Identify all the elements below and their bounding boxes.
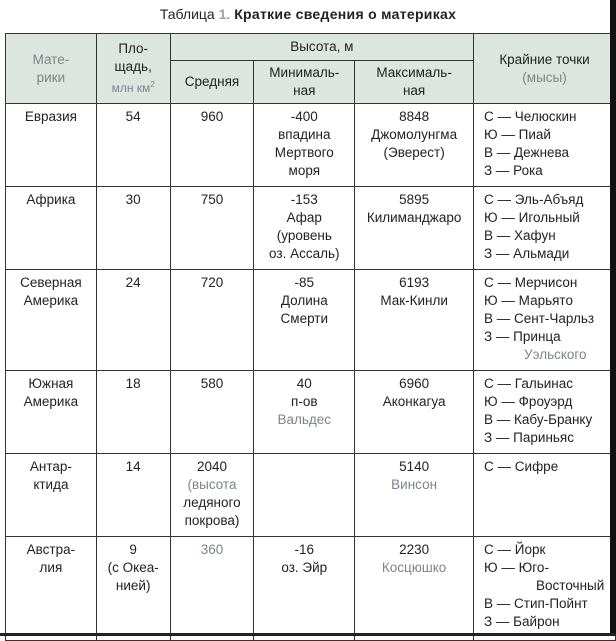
cell-line: 40 (296, 376, 312, 391)
cell-avg (170, 537, 254, 641)
cell-line: Ю — Марьято (484, 293, 573, 308)
cell-line: Ю — Юго- (484, 560, 549, 575)
cell-avg (170, 104, 254, 187)
cell-line: Джомолунгма (371, 127, 458, 142)
cell-line: Килиманджаро (366, 210, 462, 225)
cell-area (96, 454, 170, 537)
cell-line: (Эверест) (383, 145, 445, 160)
cell-line: С — Йорк (484, 542, 546, 557)
cell-line: нией) (115, 578, 151, 593)
cell-max (355, 371, 474, 454)
cell-line: Южная (28, 376, 74, 391)
cell-line: Антар- (29, 459, 72, 474)
cell-line: В — Кабу-Бранку (484, 412, 593, 427)
cell-line: моря (288, 163, 321, 178)
cell-max (355, 187, 474, 270)
cell-line: 5140 (399, 459, 430, 474)
cell-line: Винсон (391, 477, 438, 492)
cell-min (254, 537, 355, 641)
header-area: Пло- щадь, млн $км^2$ (96, 34, 170, 104)
cell-line: (с Океа- (107, 560, 159, 575)
cell-line: покрова) (184, 513, 240, 528)
cell-points (474, 104, 616, 187)
cell-name (6, 270, 97, 371)
cell-line: 2230 (399, 542, 430, 557)
cell-line: 54 (125, 109, 141, 124)
cell-line: Мертвого (274, 145, 334, 160)
cell-line: п-ов (291, 394, 318, 409)
cell-line: 18 (125, 376, 141, 391)
header-points: Крайние точки (мысы) (474, 34, 616, 104)
cell-line: -153 (290, 192, 318, 207)
cell-line: 30 (125, 192, 141, 207)
cell-line: Мак-Кинли (380, 293, 448, 308)
header-max: Максималь- ная (355, 61, 474, 104)
cell-line: -400 (290, 109, 318, 124)
table-row (6, 371, 616, 454)
cell-name (6, 454, 97, 537)
cell-line: оз. Эйр (281, 560, 328, 575)
cell-line: З — Париньяс (484, 430, 574, 445)
table-row (6, 537, 616, 641)
cell-min (254, 454, 355, 537)
caption-prefix: Таблица (159, 6, 215, 22)
cell-line: Ю — Пиай (484, 127, 551, 142)
cell-line: 720 (200, 275, 224, 290)
cell-line: 960 (200, 109, 224, 124)
cell-name (6, 187, 97, 270)
cell-name (6, 537, 97, 641)
cell-max (355, 270, 474, 371)
cell-line: ледяного (183, 495, 241, 510)
cell-line: Австра- (26, 542, 76, 557)
cell-line: лия (39, 560, 63, 575)
cell-avg (170, 371, 254, 454)
cell-line: 6193 (399, 275, 430, 290)
cell-line: Вальдес (277, 412, 332, 427)
cell-line: 9 (129, 542, 137, 557)
table-caption (0, 6, 616, 22)
cell-line: С — Гальинас (484, 376, 574, 391)
cell-line: Евразия (24, 109, 77, 124)
cell-line: впадина (278, 127, 331, 142)
cell-line: 6960 (399, 376, 430, 391)
cell-line: Косцюшко (381, 560, 447, 575)
cell-line: Уэльского (524, 347, 587, 362)
table-row (6, 104, 616, 187)
cell-area (96, 537, 170, 641)
cell-line: -85 (294, 275, 315, 290)
caption-text: Краткие сведения о материках (234, 6, 457, 22)
cell-area (96, 371, 170, 454)
cell-area (96, 104, 170, 187)
cell-line: З — Альмади (484, 246, 570, 261)
cell-line: 580 (200, 376, 224, 391)
cell-line: В — Хафун (484, 228, 556, 243)
header-height: Высота, м (170, 34, 473, 61)
caption-number: 1. (218, 6, 231, 22)
cell-line: З — Принца (484, 329, 561, 344)
cell-line: -16 (294, 542, 315, 557)
cell-line: С — Челюскин (484, 109, 577, 124)
cell-name (6, 371, 97, 454)
cell-line: (высота (187, 477, 237, 492)
cell-line: В — Дежнева (484, 145, 570, 160)
continents-table (5, 33, 616, 641)
cell-line: ктида (33, 477, 69, 492)
header-avg: Средняя (170, 61, 254, 104)
cell-points (474, 454, 616, 537)
table-row (6, 454, 616, 537)
cell-line: Смерти (280, 311, 329, 326)
header-min: Минималь- ная (254, 61, 355, 104)
cell-min (254, 104, 355, 187)
cell-min (254, 270, 355, 371)
cell-line: 8848 (399, 109, 430, 124)
cell-line: Ю — Фроуэрд (484, 394, 573, 409)
cell-area (96, 270, 170, 371)
cell-avg (170, 454, 254, 537)
cell-line: (уровень (276, 228, 332, 243)
cell-max (355, 537, 474, 641)
cell-line: С — Эль-Абъяд (484, 192, 584, 207)
cell-line: 750 (200, 192, 224, 207)
cell-line: З — Рока (484, 163, 543, 178)
cell-line: Восточный (536, 578, 605, 593)
cell-line: В — Сент-Чарльз (484, 311, 595, 326)
cell-line: оз. Ассаль) (269, 246, 340, 261)
cell-points (474, 270, 616, 371)
cell-line: Долина (280, 293, 328, 308)
cell-line: Америка (23, 394, 79, 409)
cell-avg (170, 270, 254, 371)
table-row (6, 270, 616, 371)
cell-line: 2040 (196, 459, 227, 474)
cell-avg (170, 187, 254, 270)
cell-min (254, 371, 355, 454)
cell-line: Африка (26, 192, 76, 207)
page-edge (610, 0, 616, 636)
cell-max (355, 104, 474, 187)
cell-line: 360 (200, 542, 224, 557)
cell-line: Аконкагуа (382, 394, 446, 409)
cell-area (96, 187, 170, 270)
cell-line: Америка (23, 293, 79, 308)
cell-line: 14 (125, 459, 141, 474)
cell-line: 5895 (399, 192, 430, 207)
cell-line: Северная (20, 275, 82, 290)
cell-line: С — Сифре (484, 459, 559, 474)
cell-min (254, 187, 355, 270)
cell-points (474, 371, 616, 454)
cell-line: В — Стип-Пойнт (484, 596, 588, 611)
cell-points (474, 187, 616, 270)
cell-line: З — Байрон (484, 614, 560, 629)
header-continent: Мате- рики (6, 34, 97, 104)
cell-line: Ю — Игольный (484, 210, 580, 225)
cell-max (355, 454, 474, 537)
cell-points (474, 537, 616, 641)
cell-line: Афар (286, 210, 322, 225)
table-row (6, 187, 616, 270)
cell-name (6, 104, 97, 187)
cell-line: С — Мерчисон (484, 275, 578, 290)
cell-line: 24 (125, 275, 141, 290)
